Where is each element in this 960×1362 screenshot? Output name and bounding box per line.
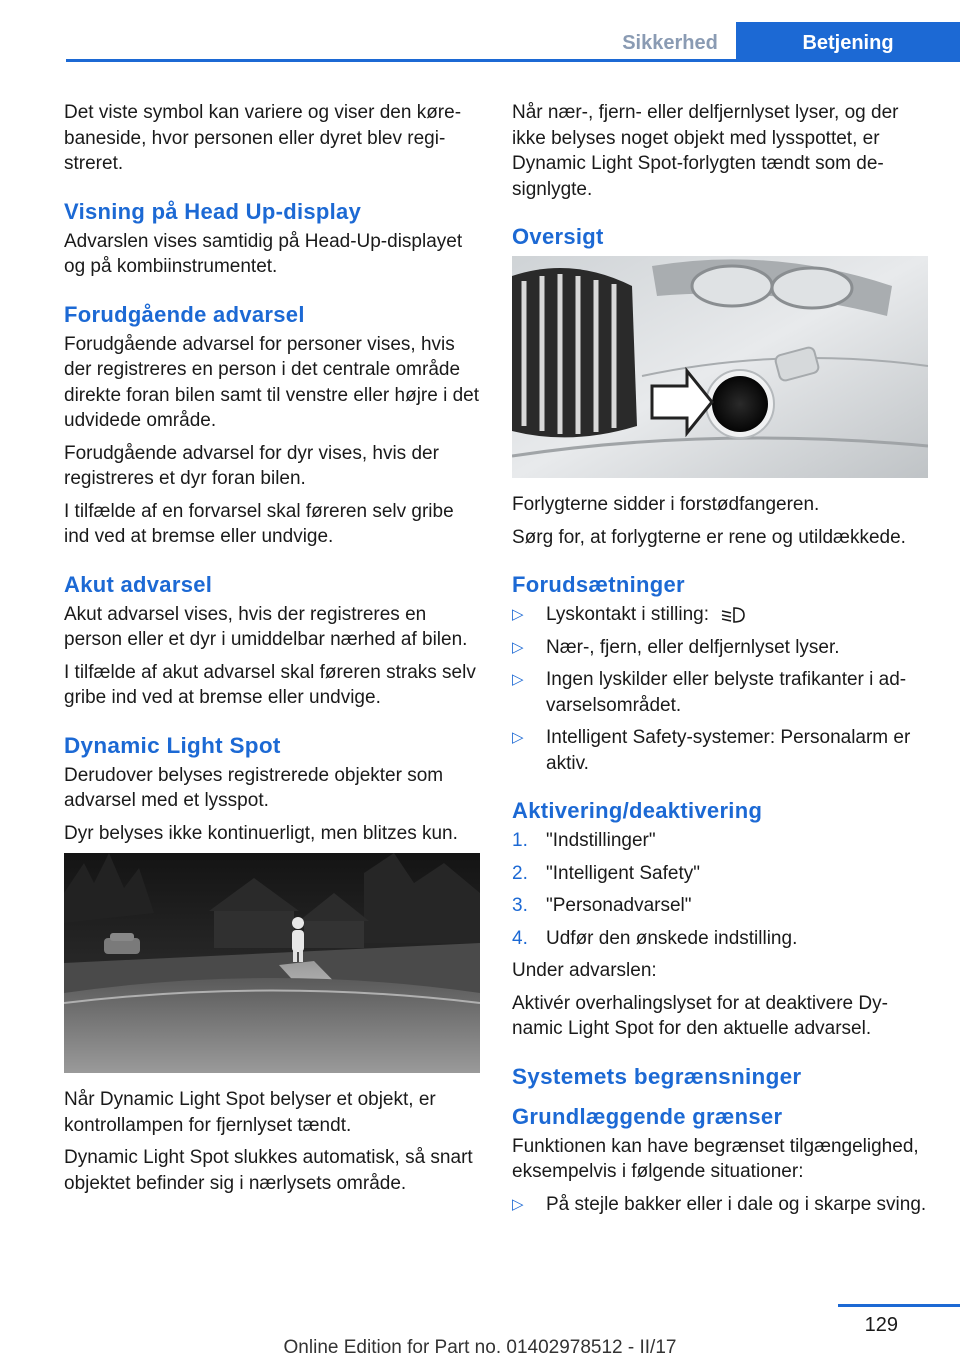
list-item [512,635,928,661]
requirements-list [512,602,928,776]
dls-paragraph-2: Dyr belyses ikke kontinuerligt, men blitzes kun. [64,822,458,844]
tab-betjening[interactable]: Betjening [736,22,960,62]
heading-aktivering-deaktivering: Aktivering/deaktivering [512,798,763,823]
bullet-triangle-icon: ▷ [512,638,524,656]
heading-dynamic-light-spot: Dynamic Light Spot [64,732,281,758]
design-light-paragraph: Når nær-, fjern- eller delfjernlyset lyser, og der ikke belyses noget objekt med lysspottet, er Dynamic Light Spot-forlygten tændt som designlygte. [512,102,899,200]
step-item [512,926,928,952]
list-item [512,1192,928,1218]
step-number: 4. [512,927,528,949]
dls-paragraph-3: Når Dynamic Light Spot belyser et objekt, er kontrollampen for fjernlyset tændt. [64,1089,436,1136]
bullet-triangle-icon: ▷ [512,671,524,688]
activation-steps [512,828,928,951]
list-item-text: På stejle bakker eller i dale og i skarpe sving. [546,1193,927,1215]
dls-paragraph-1: Derudover belyses registrerede objekter som advarsel med et lysspot. [64,764,444,811]
low-beam-symbol-icon [720,605,746,625]
acute-paragraph-2: I tilfælde af akut advarsel skal føreren straks selv gribe ind ved at bremse eller undvige. [64,661,476,708]
pre-warning-paragraph-1: Forudgående advarsel for personer vises, hvis der registreres en person i det centrale område direkte foran bilen samt til venstre eller højre i det udvidede område. [64,333,480,431]
headlight-location-photo [512,256,928,478]
footer-line [838,1304,960,1307]
page-number: 129 [864,1314,898,1336]
heading-systemets-begraensninger: Systemets begrænsninger [512,1063,802,1089]
list-item-text: Nær-, fjern, eller delfjernlyset lyser. [546,636,840,658]
limits-list [512,1192,928,1218]
list-item-text: Ingen lyskilder eller belyste trafikanter i advarselsområdet. [546,669,907,716]
heading-forudgaaende-advarsel: Forudgående advarsel [64,301,305,327]
step-text: "Intelligent Safety" [546,862,700,884]
acute-paragraph-1: Akut advarsel vises, hvis der registreres en person eller et dyr i umiddelbar nærhed af bilen. [64,603,468,650]
activate-passing-light-paragraph: Aktivér overhalingslyset for at deaktivere Dynamic Light Spot for den aktuelle advarsel. [512,992,888,1039]
overview-paragraph-2: Sørg for, at forlygterne er rene og utildækkede. [512,526,906,548]
right-column [512,100,928,1224]
heading-grundlaeggende-graenser: Grundlæggende grænser [512,1103,783,1129]
hud-paragraph: Advarslen vises samtidig på Head-Up-displayet og på kombiinstrumentet. [64,230,463,277]
heading-head-up-display: Visning på Head Up-display [64,198,362,224]
step-text: Udfør den ønskede indstilling. [546,927,798,949]
step-item [512,893,928,919]
step-number: 3. [512,895,528,916]
dls-paragraph-4: Dynamic Light Spot slukkes automatisk, så snart objektet befinder sig i nærlysets område. [64,1147,473,1194]
under-warning-paragraph: Under advarslen: [512,960,657,981]
heading-akut-advarsel: Akut advarsel [64,571,213,597]
step-number: 2. [512,862,528,884]
pre-warning-paragraph-2: Forudgående advarsel for dyr vises, hvis der registreres et dyr foran bilen. [64,442,439,489]
pre-warning-paragraph-3: I tilfælde af en forvarsel skal føreren selv gribe ind ved at bremse eller undvige. [64,500,454,547]
tab-sikkerhed[interactable]: Sikkerhed [622,32,718,54]
step-text: "Indstillinger" [546,830,656,851]
bullet-triangle-icon: ▷ [512,606,524,623]
step-text: "Personadvarsel" [546,895,692,916]
heading-forudsaetninger: Forudsætninger [512,572,685,597]
list-item [512,667,928,718]
left-column [64,100,480,1203]
overview-paragraph-1: Forlygterne sidder i forstødfangeren. [512,494,820,515]
night-road-illustration [64,853,480,1073]
bullet-triangle-icon: ▷ [512,1195,524,1213]
list-item-text: Intelligent Safety-systemer: Personalarm er aktiv. [546,727,911,774]
heading-oversigt: Oversigt [512,224,604,249]
basic-limits-paragraph: Funktionen kan have begrænset tilgængelighed, eksempelvis i følgende situationer: [512,1135,919,1182]
online-edition-footer: Online Edition for Part no. 01402978512 - II/17 [283,1337,677,1358]
step-number: 1. [512,830,528,851]
list-item-text: Lyskontakt i stilling: [546,604,709,625]
step-item [512,828,928,854]
bullet-triangle-icon: ▷ [512,729,524,746]
list-item [512,725,928,776]
step-item [512,861,928,887]
intro-paragraph: Det viste symbol kan variere og viser den kørebaneside, hvor personen eller dyret blev registreret. [64,102,462,174]
list-item [512,602,928,628]
